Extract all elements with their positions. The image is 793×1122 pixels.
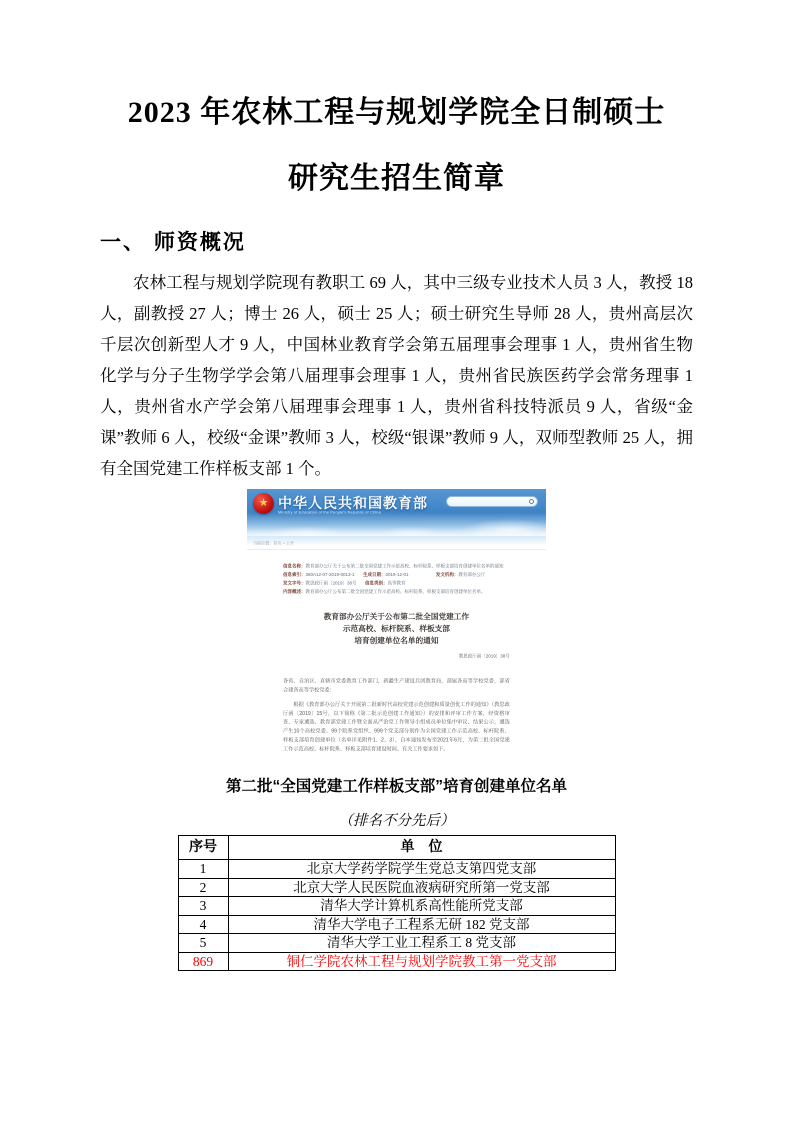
moe-website-screenshot: [247, 489, 546, 770]
notice-title-line1: 教育部办公厅关于公布第二批全国党建工作: [323, 612, 470, 621]
list-caption: 第二批“全国党建工作样板支部”培育创建单位名单: [225, 778, 567, 795]
row-unit-cell: 清华大学计算机系高性能所党支部: [228, 897, 615, 916]
national-emblem-icon: ★: [253, 493, 274, 514]
notice-title-line3: 培育创建单位名单的通知: [354, 636, 439, 645]
meta-value: 高等教育: [387, 581, 406, 586]
meta-label: 信息名称：: [283, 563, 306, 569]
meta-label: 发文机构：: [435, 572, 459, 578]
table-row: [178, 915, 615, 934]
meta-line: [283, 579, 510, 588]
notice-document-number: 教思政厅函〔2019〕38号: [458, 653, 510, 659]
moe-site-header: [247, 489, 546, 536]
meta-line: [283, 562, 510, 571]
meta-value: 360A12-07-2019-0013-1: [305, 572, 355, 578]
notice-meta: [283, 562, 510, 596]
row-number-cell: 869: [178, 952, 228, 971]
row-number-cell: 1: [178, 860, 228, 879]
meta-label: 发文字号：: [283, 581, 306, 586]
row-unit-cell: 清华大学电子工程系无研 182 党支部: [228, 915, 615, 934]
table-row: [178, 878, 615, 897]
list-subcaption: （排名不分先后）: [338, 813, 455, 829]
row-unit-cell: 北京大学药学院学生党总支第四党支部: [228, 860, 615, 879]
notice-title: [247, 610, 546, 646]
search-icon: [529, 499, 534, 504]
meta-value: 教育部办公厅公布第二批全国党建工作示范高校、标杆院系、样板支部培育创建单位名单。: [305, 589, 486, 595]
table-row: [178, 934, 615, 953]
table-header-row: [178, 836, 615, 860]
row-number-cell: 3: [178, 897, 228, 916]
row-number-cell: 5: [178, 934, 228, 953]
column-header-unit: 单 位: [228, 836, 615, 860]
section-heading: 一、 师资概况: [100, 231, 246, 254]
meta-label: 生成日期：: [362, 572, 386, 578]
meta-label: 信息索引：: [283, 572, 306, 578]
row-unit-cell: 铜仁学院农林工程与规划学院教工第一党支部: [228, 952, 615, 971]
breadcrumb: 当前位置：首页 > 公开: [253, 540, 295, 546]
meta-label: 内容概述：: [283, 589, 306, 595]
notice-body: 根据《教育部办公厅关于开展第二批新时代高校党建示范创建和质量创优工作的通知》（教思政厅函〔2019〕15号，以下简称《第二批示范创建工作通知》）的安排和评审工作方案，经资格审查、专家遴选、教育部党建工作暨全面从严治党工作领导小组成员单位集中审议、结果公示，遴选产生10个高校党委、99个院系党组织、999个党支部分别作为全国党建工作示范高校、标杆院系、样板支部培育创建单位（名单详见附件1、2、3），自本通知发布至2021年6月，为第二批全国党建工作示范高校、标杆院系、样板支部培育建设时间。有关工作要求如下。: [283, 702, 510, 752]
meta-line: [283, 588, 510, 597]
table-row: [178, 860, 615, 879]
meta-label: 信息类别：: [364, 581, 388, 586]
search-input: [446, 496, 538, 507]
row-unit-cell: 清华大学工业工程系工 8 党支部: [228, 934, 615, 953]
row-unit-cell: 北京大学人民医院血液病研究所第一党支部: [228, 878, 615, 897]
row-number-cell: 2: [178, 878, 228, 897]
row-number-cell: 4: [178, 915, 228, 934]
faculty-paragraph: 农林工程与规划学院现有教职工 69 人，其中三级专业技术人员 3 人，教授 18 人，副教授 27 人；博士 26 人，硕士 25 人；硕士研究生导师 28 人，贵州高层次千层次创新型人才 9 人，中国林业教育学会第五届理事会理事 1 人，贵州省生物化学与分子生物学学会第八届理事会理事 1 人，贵州省民族医药学会常务理事 1 人，贵州省水产学会第八届理事会理事 1 人，贵州省科技特派员 9 人，省级“金课”教师 6 人，校级“金课”教师 3 人，校级“银课”教师 9 人，双师型教师 25 人，拥有全国党建工作样板支部 1 个。: [100, 273, 693, 478]
meta-value: 教育部办公厅关于公布第二批全国党建工作示范高校、标杆院系、样板支部培育创建单位名单的通知: [305, 563, 504, 569]
meta-value: 2019-12-01: [385, 572, 409, 578]
table-row: [178, 897, 615, 916]
page-title-line1: 2023 年农林工程与规划学院全日制硕士: [127, 96, 666, 129]
column-header-no: 序号: [178, 836, 228, 860]
notice-title-line2: 示范高校、标杆院系、样板支部: [342, 624, 450, 633]
table-row-highlighted: [178, 952, 615, 971]
page-title-line2: 研究生招生简章: [288, 162, 505, 195]
meta-line: [283, 571, 510, 580]
sample-branch-table: [178, 835, 616, 971]
notice-content: [247, 550, 546, 770]
moe-site-name: 中华人民共和国教育部: [278, 495, 428, 511]
page-title: [100, 80, 693, 212]
meta-value: 教思政厅函〔2019〕38号: [305, 581, 357, 586]
breadcrumb-bar: [247, 536, 546, 550]
moe-site-name-en: Ministry of Education of the People's Republic of China: [278, 510, 381, 515]
notice-salutation: 各省、自治区、直辖市党委教育工作部门，新疆生产建设兵团教育局，部属各高等学校党委，部省合建各高等学校党委：: [283, 678, 510, 693]
meta-value: 教育部办公厅: [458, 572, 486, 578]
